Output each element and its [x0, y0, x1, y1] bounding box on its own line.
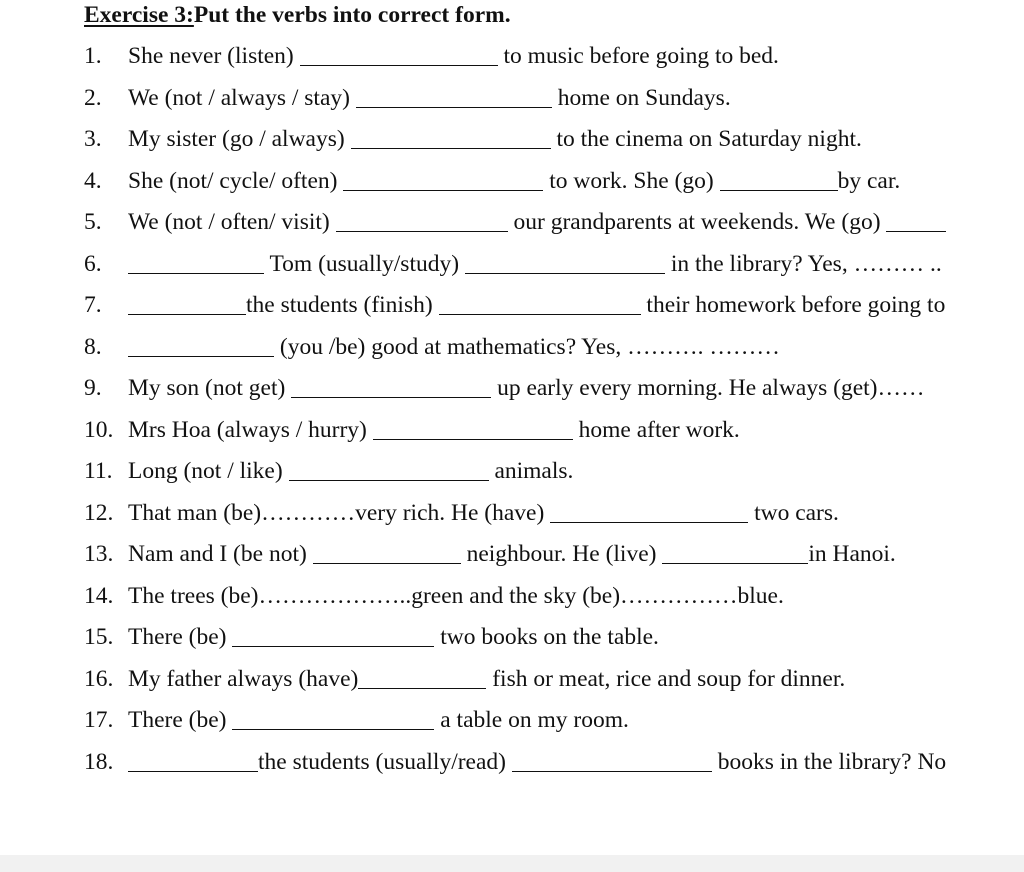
- sentence-text: The trees (be)………………..green and the sky (be)……………blue.: [128, 582, 784, 609]
- sentence-text: Mrs Hoa (always / hurry): [128, 416, 373, 443]
- answer-blank[interactable]: [550, 504, 748, 523]
- item-sentence: [128, 42, 779, 70]
- answer-blank[interactable]: [128, 338, 274, 357]
- item-sentence: [128, 748, 946, 776]
- item-number: 14.: [84, 582, 114, 609]
- sentence-text: Tom (usually/study): [264, 250, 465, 277]
- sentence-text: to the cinema on Saturday night.: [550, 126, 862, 152]
- item-number: 2.: [84, 84, 102, 111]
- answer-blank[interactable]: [662, 545, 808, 564]
- answer-blank[interactable]: [512, 753, 712, 772]
- item-number: 11.: [84, 458, 113, 484]
- sentence-text: by car.: [837, 167, 901, 194]
- item-number: 13.: [84, 541, 114, 567]
- sentence-text: We (not / often/ visit): [128, 209, 336, 235]
- exercise-title: [84, 0, 511, 30]
- item-number: 7.: [84, 292, 102, 318]
- sentence-text: books in the library? No: [711, 748, 947, 775]
- sentence-text: the students (finish): [246, 292, 439, 318]
- sentence-text: (you /be) good at mathematics? Yes, ………. ………: [274, 333, 780, 360]
- sentence-text: the students (usually/read): [258, 748, 512, 775]
- sentence-text: two cars.: [748, 499, 839, 526]
- sentence-text: My father always (have): [128, 665, 359, 692]
- item-sentence: [128, 333, 780, 361]
- sentence-text: up early every morning. He always (get)……: [491, 375, 925, 401]
- answer-blank[interactable]: [128, 296, 246, 315]
- sentence-text: Nam and I (be not): [128, 541, 313, 567]
- item-number: 9.: [84, 375, 102, 401]
- exercise-instruction: Put the verbs into correct form.: [193, 2, 511, 28]
- sentence-text: their homework before going to: [640, 292, 946, 318]
- answer-blank[interactable]: [351, 130, 551, 149]
- sentence-text: She (not/ cycle/ often): [128, 167, 344, 194]
- answer-blank[interactable]: [128, 753, 258, 772]
- answer-blank[interactable]: [232, 628, 434, 647]
- bottom-margin: [0, 855, 1024, 872]
- answer-blank[interactable]: [313, 545, 461, 564]
- item-sentence: [128, 416, 740, 444]
- item-number: 10.: [84, 416, 114, 443]
- sentence-text: a table on my room.: [434, 707, 629, 733]
- item-number: 17.: [84, 707, 114, 733]
- answer-blank[interactable]: [373, 421, 573, 440]
- item-number: 12.: [84, 499, 114, 526]
- sentence-text: home on Sundays.: [551, 84, 731, 111]
- answer-blank[interactable]: [358, 670, 486, 689]
- item-sentence: [128, 208, 946, 236]
- answer-blank[interactable]: [336, 213, 508, 232]
- sentence-text: in the library? Yes, ……… ..: [664, 250, 942, 277]
- sentence-text: neighbour. He (live): [460, 541, 663, 567]
- sentence-text: animals.: [488, 458, 574, 484]
- answer-blank[interactable]: [356, 89, 552, 108]
- sentence-text: There (be): [128, 624, 233, 650]
- item-number: 5.: [84, 209, 102, 235]
- sentence-text: our grandparents at weekends. We (go): [507, 209, 887, 235]
- sentence-text: fish or meat, rice and soup for dinner.: [486, 665, 846, 692]
- sentence-text: to music before going to bed.: [497, 43, 779, 69]
- item-sentence: [128, 291, 945, 319]
- exercise-number: Exercise 3:: [84, 2, 194, 28]
- answer-blank[interactable]: [128, 255, 264, 274]
- sentence-text: We (not / always / stay): [128, 84, 356, 111]
- item-sentence: [128, 374, 925, 402]
- sentence-text: home after work.: [572, 416, 740, 443]
- item-sentence: [128, 582, 784, 610]
- item-number: 4.: [84, 167, 102, 194]
- answer-blank[interactable]: [343, 172, 543, 191]
- answer-blank[interactable]: [720, 172, 838, 191]
- sentence-text: There (be): [128, 707, 233, 733]
- answer-blank[interactable]: [291, 379, 491, 398]
- answer-blank[interactable]: [465, 255, 665, 274]
- answer-blank[interactable]: [886, 213, 946, 232]
- item-sentence: [128, 250, 942, 278]
- sentence-text: in Hanoi.: [808, 541, 896, 567]
- item-number: 8.: [84, 333, 102, 360]
- sentence-text: That man (be)…………very rich. He (have): [128, 499, 551, 526]
- item-number: 3.: [84, 126, 102, 152]
- item-sentence: [128, 706, 629, 734]
- answer-blank[interactable]: [439, 296, 641, 315]
- sentence-text: My son (not get): [128, 375, 292, 401]
- item-number: 1.: [84, 43, 102, 69]
- item-sentence: [128, 125, 862, 153]
- item-sentence: [128, 457, 573, 485]
- item-sentence: [128, 499, 839, 527]
- item-sentence: [128, 665, 845, 693]
- item-sentence: [128, 623, 659, 651]
- answer-blank[interactable]: [289, 462, 489, 481]
- item-number: 18.: [84, 748, 114, 775]
- item-number: 15.: [84, 624, 114, 650]
- item-sentence: [128, 167, 900, 195]
- sentence-text: to work. She (go): [543, 167, 720, 194]
- item-number: 16.: [84, 665, 114, 692]
- item-number: 6.: [84, 250, 102, 277]
- sentence-text: Long (not / like): [128, 458, 289, 484]
- item-sentence: [128, 84, 731, 112]
- answer-blank[interactable]: [300, 47, 498, 66]
- sentence-text: My sister (go / always): [128, 126, 351, 152]
- sentence-text: She never (listen): [128, 43, 300, 69]
- sentence-text: two books on the table.: [434, 624, 659, 650]
- answer-blank[interactable]: [232, 711, 434, 730]
- item-sentence: [128, 540, 896, 568]
